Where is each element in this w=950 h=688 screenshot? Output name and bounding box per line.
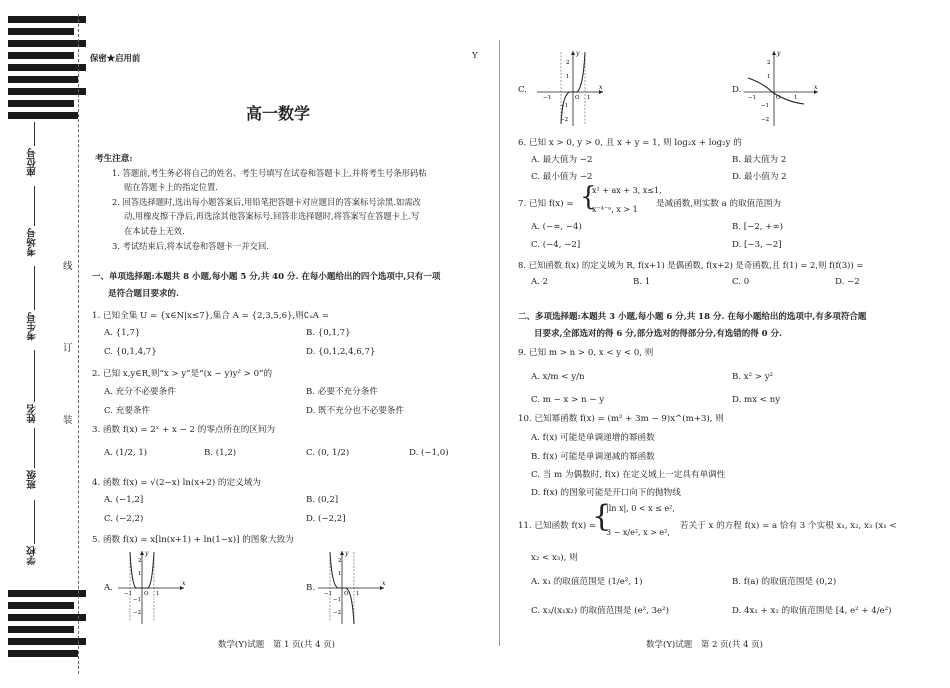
q7-case-2: x⁻⁴⁻ᵃ, x > 1 bbox=[592, 205, 638, 214]
q3-option-d: D. (−1,0) bbox=[409, 448, 449, 458]
q7-stem-post: 是减函数,则实数 a 的取值范围为 bbox=[656, 199, 782, 209]
q2-option-a: A. 充分不必要条件 bbox=[104, 387, 176, 397]
q9-option-a: A. x/m < y/n bbox=[531, 372, 585, 382]
notice-line: 在本试卷上无效. bbox=[124, 226, 185, 236]
q11-option-c: C. x₃/(x₁x₂) 的取值范围是 (e², 3e²) bbox=[531, 606, 669, 616]
svg-text:−1: −1 bbox=[124, 591, 133, 597]
q7-option-b: B. [−2, +∞) bbox=[732, 222, 783, 232]
q7-option-c: C. (−4, −2] bbox=[531, 240, 581, 250]
q5-graph-c bbox=[535, 48, 607, 128]
q8-option-b: B. 1 bbox=[633, 277, 651, 287]
svg-text:y: y bbox=[777, 50, 781, 57]
svg-text:−2: −2 bbox=[133, 610, 142, 616]
q11-option-a: A. x₁ 的取值范围是 (1/e², 1) bbox=[531, 577, 643, 587]
question-10: 10. 已知幂函数 f(x) = (m² + 3m − 9)x^(m+3), 则 bbox=[518, 414, 724, 424]
q8-option-d: D. −2 bbox=[835, 277, 860, 287]
svg-text:−2: −2 bbox=[560, 117, 569, 123]
svg-text:−2: −2 bbox=[761, 117, 770, 123]
svg-text:−1: −1 bbox=[333, 597, 342, 603]
svg-text:−1: −1 bbox=[748, 95, 757, 101]
svg-text:y: y bbox=[345, 550, 349, 557]
svg-text:x: x bbox=[182, 580, 186, 587]
svg-text:1: 1 bbox=[587, 95, 591, 101]
svg-text:1: 1 bbox=[156, 591, 160, 597]
exam-room-label: 考场号 bbox=[27, 228, 38, 257]
svg-text:1: 1 bbox=[566, 74, 570, 80]
seat-number-label: 座位号 bbox=[27, 148, 38, 177]
binding-marker-line: 线 bbox=[63, 261, 73, 272]
question-5: 5. 函数 f(x) = x[ln(x+1) + ln(1−x)] 的图象大致为 bbox=[92, 535, 294, 545]
q1-option-b: B. {0,1,7} bbox=[306, 328, 351, 338]
section1-heading-cont: 是符合题目要求的. bbox=[108, 289, 179, 299]
svg-text:x: x bbox=[814, 84, 818, 91]
svg-text:−2: −2 bbox=[333, 610, 342, 616]
question-4: 4. 函数 f(x) = √(2−x) ln(x+2) 的定义域为 bbox=[92, 478, 261, 488]
svg-text:−1: −1 bbox=[324, 591, 333, 597]
q7-option-a: A. (−∞, −4) bbox=[531, 222, 582, 232]
confidential-header: 保密★启用前 bbox=[90, 53, 141, 63]
q2-option-c: C. 充要条件 bbox=[104, 406, 151, 416]
svg-text:−1: −1 bbox=[543, 95, 552, 101]
page-2-footer: 数学(Y)试题 第 2 页(共 4 页) bbox=[646, 640, 764, 650]
svg-text:1: 1 bbox=[767, 74, 771, 80]
svg-text:y: y bbox=[145, 550, 149, 557]
school-label: 学校 bbox=[27, 546, 38, 565]
q11-stem-cont: x₂ < x₃), 则 bbox=[531, 553, 578, 563]
q11-option-d: D. 4x₁ + x₂ 的取值范围是 [4, e² + 4/e²) bbox=[732, 606, 892, 616]
q8-option-a: A. 2 bbox=[531, 277, 549, 287]
q7-brace: { bbox=[580, 182, 597, 212]
svg-text:x: x bbox=[382, 580, 386, 587]
class-label: 班级 bbox=[27, 470, 38, 489]
svg-text:1: 1 bbox=[794, 95, 798, 101]
page-title: 高一数学 bbox=[246, 106, 311, 123]
svg-text:2: 2 bbox=[138, 558, 142, 564]
q11-case-1: |ln x|, 0 < x ≤ e², bbox=[606, 504, 675, 513]
q10-option-d: D. f(x) 的图象可能是开口向下的抛物线 bbox=[531, 488, 681, 498]
q1-option-a: A. {1,7} bbox=[104, 328, 141, 338]
svg-text:−1: −1 bbox=[560, 103, 569, 109]
q8-option-c: C. 0 bbox=[732, 277, 750, 287]
notice-line: 2. 回答选择题时,选出每小题答案后,用铅笔把答题卡对应题目的答案标号涂黑.如需改 bbox=[112, 197, 421, 207]
q5-option-a: A. bbox=[104, 583, 113, 593]
q11-stem-post: 若关于 x 的方程 f(x) = a 恰有 3 个实根 x₁, x₂, x₃ (x₁ < bbox=[680, 521, 897, 531]
q9-option-c: C. m − x > n − y bbox=[531, 395, 605, 405]
section1-heading: 一、单项选择题:本题共 8 小题,每小题 5 分,共 40 分. 在每小题给出的四个选项中,只有一项 bbox=[92, 272, 441, 282]
question-8: 8. 已知函数 f(x) 的定义域为 R, f(x+1) 是偶函数, f(x+2) 是奇函数,且 f(1) = 2,则 f(f(3)) = bbox=[518, 260, 864, 270]
q3-option-b: B. (1,2) bbox=[204, 448, 237, 458]
section2-heading: 二、多项选择题:本题共 3 小题,每小题 6 分,共 18 分. 在每小题给出的选项中,有多项符合题 bbox=[518, 312, 867, 322]
q6-option-d: D. 最小值为 2 bbox=[732, 172, 787, 182]
svg-text:O: O bbox=[575, 95, 580, 101]
q4-option-a: A. (−1,2] bbox=[104, 495, 144, 505]
svg-text:−1: −1 bbox=[133, 597, 142, 603]
notice-line: 动,用橡皮擦干净后,再选涂其他答案标号.回答非选择题时,将答案写在答题卡上.写 bbox=[124, 211, 420, 221]
svg-text:1: 1 bbox=[338, 571, 342, 577]
q5-option-d: D. bbox=[732, 85, 742, 95]
q5-graph-a bbox=[116, 548, 188, 626]
q5-option-b: B. bbox=[306, 583, 316, 593]
notice-title: 考生注意: bbox=[95, 154, 133, 164]
notice-line: 1. 答题前,考生务必将自己的姓名、考生号填写在试卷和答题卡上,并将考生号条形码粘 bbox=[112, 168, 427, 178]
q5-graph-b bbox=[316, 548, 388, 626]
svg-text:2: 2 bbox=[767, 60, 771, 66]
notice-line: 贴在答题卡上的指定位置. bbox=[124, 182, 218, 192]
svg-text:−1: −1 bbox=[761, 103, 770, 109]
name-label: 姓名 bbox=[27, 404, 38, 423]
q11-option-b: B. f(a) 的取值范围是 (0,2) bbox=[732, 577, 837, 587]
question-11-stem: 11. 已知函数 f(x) = bbox=[518, 521, 597, 531]
candidate-number-label: 考生号 bbox=[27, 312, 38, 341]
q4-option-b: B. (0,2] bbox=[306, 495, 339, 505]
svg-text:2: 2 bbox=[338, 558, 342, 564]
question-6: 6. 已知 x > 0, y > 0, 且 x + y = 1, 则 log₂x + log₂y 的 bbox=[518, 138, 742, 148]
q6-option-c: C. 最小值为 −2 bbox=[531, 172, 593, 182]
svg-text:O: O bbox=[344, 591, 349, 597]
q6-option-a: A. 最大值为 −2 bbox=[531, 155, 593, 165]
notice-line: 3. 考试结束后,将本试卷和答题卡一并交回. bbox=[112, 241, 269, 251]
q1-option-c: C. {0,1,4,7} bbox=[104, 347, 157, 357]
question-3: 3. 函数 f(x) = 2ˣ + x − 2 的零点所在的区间为 bbox=[92, 425, 276, 435]
q4-option-c: C. (−2,2) bbox=[104, 514, 144, 524]
q7-case-1: x² + ax + 3, x≤1, bbox=[592, 186, 662, 195]
q10-option-a: A. f(x) 可能是单调递增的幂函数 bbox=[531, 433, 655, 443]
q1-option-d: D. {0,1,2,4,6,7} bbox=[306, 347, 376, 357]
svg-text:2: 2 bbox=[566, 60, 570, 66]
question-1: 1. 已知全集 U = {x∈N|x≤7},集合 A = {2,3,5,6},则∁ᵤA = bbox=[92, 311, 329, 321]
q11-case-2: 3 − x/e², x > e², bbox=[606, 528, 670, 537]
svg-text:1: 1 bbox=[138, 571, 142, 577]
question-7-stem: 7. 已知 f(x) = bbox=[518, 199, 574, 209]
svg-text:y: y bbox=[576, 50, 580, 57]
q9-option-b: B. x² > y² bbox=[732, 372, 774, 382]
q7-option-d: D. [−3, −2] bbox=[732, 240, 782, 250]
q9-option-d: D. mx < ny bbox=[732, 395, 781, 405]
svg-text:x: x bbox=[599, 84, 603, 91]
binding-marker-bind: 订 bbox=[63, 343, 73, 354]
page-1-footer: 数学(Y)试题 第 1 页(共 4 页) bbox=[218, 640, 336, 650]
question-2: 2. 已知 x,y∈R,则“x > y”是“(x − y)y² > 0”的 bbox=[92, 369, 273, 379]
q11-brace: { bbox=[592, 499, 612, 534]
q2-option-b: B. 必要不充分条件 bbox=[306, 387, 378, 397]
section2-heading-cont: 目要求,全部选对的得 6 分,部分选对的得部分分,有选错的得 0 分. bbox=[534, 329, 783, 339]
q5-graph-d bbox=[742, 48, 822, 128]
binding-marker-mount: 装 bbox=[63, 415, 73, 426]
version-mark: Y bbox=[472, 51, 478, 61]
svg-text:O: O bbox=[144, 591, 149, 597]
svg-text:O: O bbox=[776, 95, 781, 101]
q10-option-c: C. 当 m 为偶数时, f(x) 在定义域上一定具有单调性 bbox=[531, 470, 726, 480]
q3-option-c: C. (0, 1/2) bbox=[306, 448, 350, 458]
q10-option-b: B. f(x) 可能是单调递减的幂函数 bbox=[531, 452, 655, 462]
svg-text:1: 1 bbox=[356, 591, 360, 597]
q5-option-c: C. bbox=[518, 85, 528, 95]
page-divider bbox=[499, 40, 500, 646]
q2-option-d: D. 既不充分也不必要条件 bbox=[306, 406, 404, 416]
q6-option-b: B. 最大值为 2 bbox=[732, 155, 787, 165]
q4-option-d: D. (−2,2] bbox=[306, 514, 346, 524]
q3-option-a: A. (1/2, 1) bbox=[104, 448, 148, 458]
question-9: 9. 已知 m > n > 0, x < y < 0, 则 bbox=[518, 348, 654, 358]
